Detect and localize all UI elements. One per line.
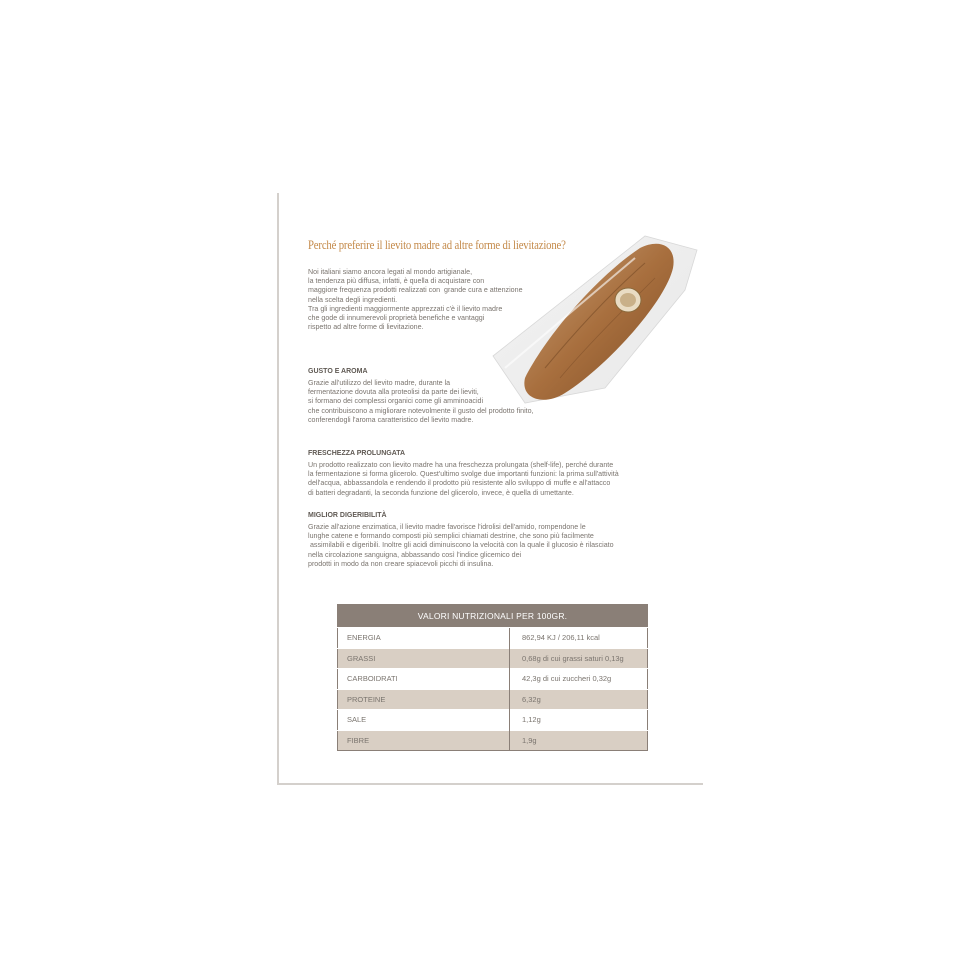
intro-paragraph: Noi italiani siamo ancora legati al mondo artigianale, la tendenza più diffusa, infatti, è quella di acquistare con maggiore frequenza prodotti realizzati con grande cura e attenzione nella scelta degli ingredienti. Tra gli ingredienti maggiormente apprezzati c'è il lievito madre che gode di innumerevoli proprietà benefiche e vantaggi rispetto ad altre forme di lievitazione. — [308, 268, 523, 332]
nutrient-value: 1,12g — [510, 710, 648, 731]
nutrient-label: GRASSI — [338, 648, 510, 669]
nutrient-value: 862,94 KJ / 206,11 kcal — [510, 628, 648, 649]
nutrient-label: PROTEINE — [338, 689, 510, 710]
nutrient-label: FIBRE — [338, 730, 510, 751]
nutrient-value: 1,9g — [510, 730, 648, 751]
table-row — [338, 648, 648, 669]
nutrition-table-header: VALORI NUTRIZIONALI PER 100GR. — [338, 605, 648, 628]
nutrient-label: ENERGIA — [338, 628, 510, 649]
nutrition-table — [337, 604, 648, 751]
section-heading-freschezza: FRESCHEZZA PROLUNGATA — [308, 450, 406, 457]
table-row — [338, 669, 648, 690]
nutrition-table-header-row — [338, 605, 648, 628]
section-text-digeribilita: Grazie all'azione enzimatica, il lievito madre favorisce l'idrolisi dell'amido, rompendone le lunghe catene e formando composti più semplici chiamati destrine, che sono più facilmente assimilabili e digeribili. Inoltre gli acidi diminuiscono la velocità con la quale il glucosio è rilasciato nella circolazione sanguigna, abbassando così l'indice glicemico dei prodotti in modo da non creare spiacevoli picchi di insulina. — [308, 523, 614, 568]
section-text-freschezza: Un prodotto realizzato con lievito madre ha una freschezza prolungata (shelf-life), perché durante la fermentazione si forma glicerolo. Quest'ultimo svolge due importanti funzioni: la prima sull'attività dell'acqua, abbassandola e rendendo il prodotto più resistente allo sviluppo di muffe e all'attacco di batteri degradanti, la seconda funzione del glicerolo, invece, è quella di umettante. — [308, 461, 619, 497]
nutrient-label: CARBOIDRATI — [338, 669, 510, 690]
table-row — [338, 628, 648, 649]
nutrient-value: 0,68g di cui grassi saturi 0,13g — [510, 648, 648, 669]
page-title: Perché preferire il lievito madre ad altre forme di lievitazione? — [308, 238, 566, 252]
section-text-gusto: Grazie all'utilizzo del lievito madre, durante la fermentazione dovuta alla proteolisi da parte dei lieviti, si formano dei complessi organici come gli amminoacidi che contribuiscono a migliorare notevolmente il gusto del prodotto finito, conferendogli l'aroma caratteristico del lievito madre. — [308, 379, 534, 424]
section-heading-gusto: GUSTO E AROMA — [308, 368, 368, 375]
nutrient-label: SALE — [338, 710, 510, 731]
nutrient-value: 6,32g — [510, 689, 648, 710]
section-heading-digeribilita: MIGLIOR DIGERIBILITÀ — [308, 512, 387, 519]
table-row — [338, 710, 648, 731]
table-row — [338, 730, 648, 751]
table-row — [338, 689, 648, 710]
page-left-border — [277, 193, 279, 785]
nutrient-value: 42,3g di cui zuccheri 0,32g — [510, 669, 648, 690]
page-bottom-border — [277, 783, 703, 785]
